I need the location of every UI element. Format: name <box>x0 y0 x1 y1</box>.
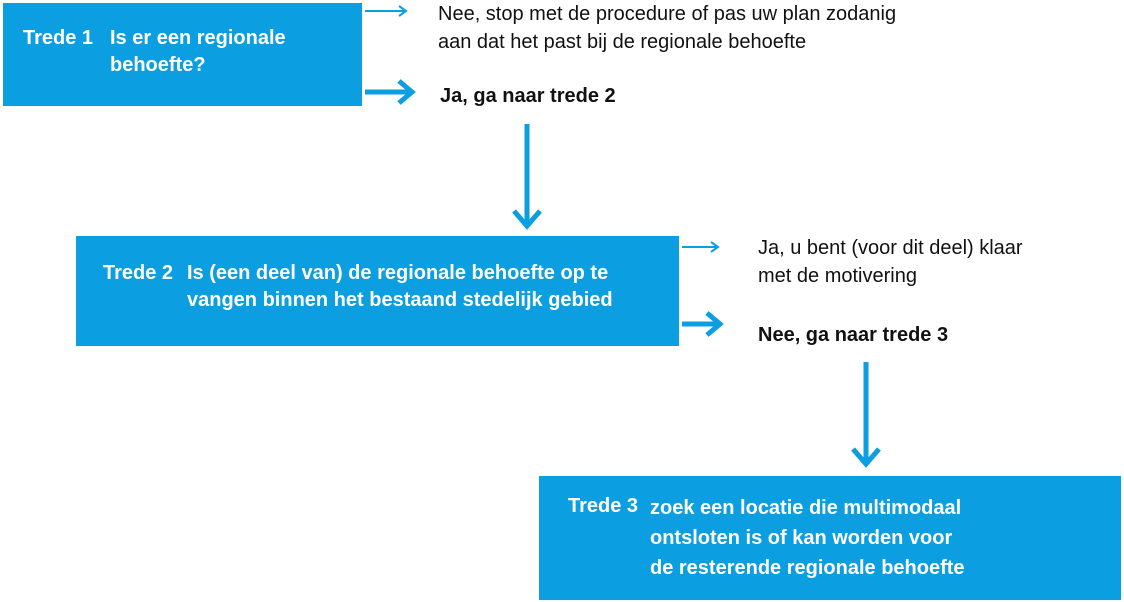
step-3-label: Trede 3 <box>568 495 639 517</box>
step-2-question <box>187 260 667 314</box>
thin-arrow-icon <box>365 6 406 16</box>
step-1-yes-outcome: Ja, ga naar trede 2 <box>440 85 616 107</box>
step-3-question-line: ontsloten is of kan worden voor <box>650 527 953 549</box>
step-3-question <box>650 493 965 583</box>
step-1-question-line: behoefte? <box>110 54 206 76</box>
thick-arrow-icon <box>682 313 720 335</box>
step-1-question-line: Is er een regionale <box>110 27 286 49</box>
step-1-no-line: aan dat het past bij de regionale behoefte <box>438 31 807 53</box>
step-1-no-outcome <box>438 0 896 56</box>
step-2-label: Trede 2 <box>103 262 174 284</box>
step-2-yes-outcome <box>758 234 1023 290</box>
step-1-question <box>110 25 286 79</box>
step-2-yes-line: Ja, u bent (voor dit deel) klaar <box>758 237 1023 259</box>
step-2-box <box>76 236 679 346</box>
step-1-label: Trede 1 <box>23 27 94 49</box>
step-1-box <box>3 3 362 106</box>
down-arrow-icon <box>514 124 540 226</box>
step-3-question-line: zoek een locatie die multimodaal <box>650 497 962 519</box>
step-2-question-line: vangen binnen het bestaand stedelijk gebied <box>187 289 613 311</box>
step-2-no-outcome: Nee, ga naar trede 3 <box>758 324 949 346</box>
thin-arrow-icon <box>682 242 718 252</box>
step-1-no-line: Nee, stop met de procedure of pas uw plan zodanig <box>438 3 897 25</box>
step-2-yes-line: met de motivering <box>758 265 917 287</box>
step-2-question-line: Is (een deel van) de regionale behoefte op te <box>187 262 609 284</box>
thick-arrow-icon <box>365 81 412 103</box>
step-3-question-line: de resterende regionale behoefte <box>650 557 965 579</box>
step-3-box <box>539 476 1121 600</box>
down-arrow-icon <box>853 362 879 464</box>
